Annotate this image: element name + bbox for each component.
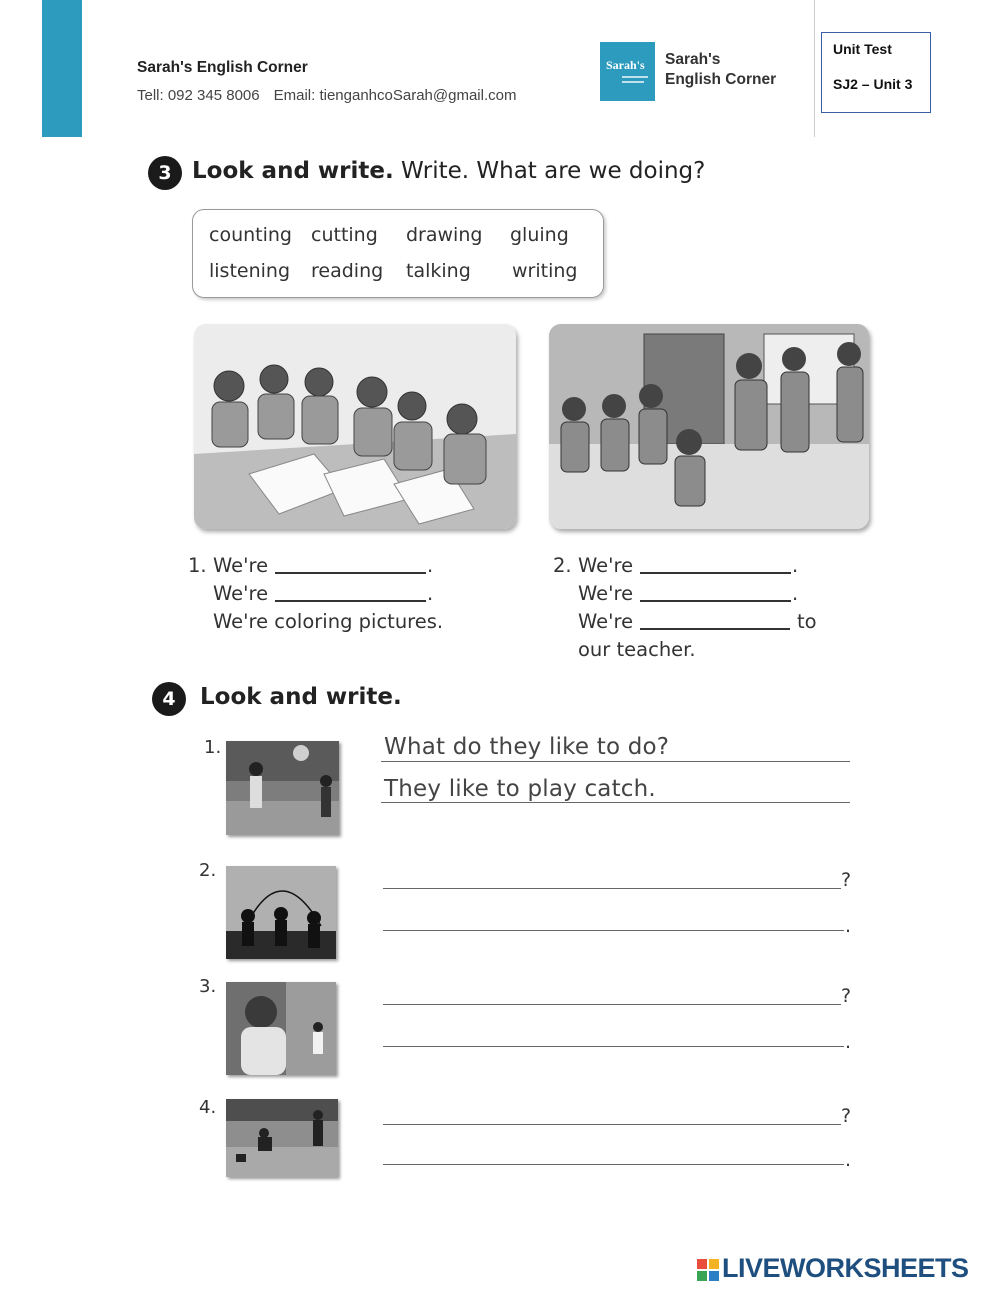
word-bank-item: cutting xyxy=(311,224,378,246)
period: . xyxy=(427,554,434,577)
word-bank xyxy=(192,209,604,298)
unit-box xyxy=(821,32,931,113)
item-number: 2. xyxy=(199,860,217,881)
logo-decor xyxy=(622,76,648,78)
logo-name-line2: English Corner xyxy=(665,71,777,88)
word-bank-item: listening xyxy=(209,260,291,282)
answer-line[interactable] xyxy=(383,1164,844,1165)
answer-blank[interactable] xyxy=(275,600,426,602)
word-bank-item: reading xyxy=(311,260,384,282)
logo-name-line1: Sarah's xyxy=(665,51,721,68)
logo-name xyxy=(665,50,776,90)
unit-code: SJ2 – Unit 3 xyxy=(833,76,913,92)
writing-line xyxy=(381,802,850,803)
answer-blank[interactable] xyxy=(640,628,790,630)
section-title: Look and write. Write. What are we doing? xyxy=(192,158,706,184)
logo-word: Sarah's xyxy=(606,58,645,72)
word-bank-item: drawing xyxy=(406,224,483,246)
sentence-prefix: We're xyxy=(213,582,269,605)
telephone: Tell: 092 345 8006 xyxy=(137,87,260,104)
question-mark: ? xyxy=(841,1105,852,1127)
period: . xyxy=(792,554,799,577)
header-accent-bar xyxy=(42,0,82,137)
example-question: What do they like to do? xyxy=(384,734,670,760)
writing-line xyxy=(381,761,850,762)
logo xyxy=(600,42,655,101)
org-name: Sarah's English Corner xyxy=(137,59,308,76)
sentence-prefix: We're xyxy=(213,554,269,577)
sentence-prefix: We're xyxy=(578,554,634,577)
answer-blank[interactable] xyxy=(275,572,426,574)
sentence-suffix: to xyxy=(797,610,817,633)
answer-line[interactable] xyxy=(383,1124,841,1125)
sentence: our teacher. xyxy=(578,638,696,661)
period: . xyxy=(792,582,799,605)
period: . xyxy=(427,582,434,605)
period: . xyxy=(845,915,852,937)
sentence: We're coloring pictures. xyxy=(213,610,444,633)
word-bank-item: gluing xyxy=(510,224,569,246)
word-bank-item: counting xyxy=(209,224,292,246)
answer-line[interactable] xyxy=(383,1046,844,1047)
section-number: 3 xyxy=(148,156,182,190)
answer-blank[interactable] xyxy=(640,600,791,602)
item-number: 4. xyxy=(199,1097,217,1118)
children-playing-photo xyxy=(226,1099,338,1177)
question-number: 1. xyxy=(188,554,207,577)
play-catch-photo xyxy=(226,741,339,835)
section-title: Look and write. xyxy=(200,684,402,710)
hide-and-seek-photo xyxy=(226,982,336,1075)
item-number: 3. xyxy=(199,976,217,997)
unit-test-label: Unit Test xyxy=(833,41,892,57)
liveworksheets-brand[interactable]: LIVEWORKSHEETS xyxy=(722,1253,969,1283)
question-mark: ? xyxy=(841,985,852,1007)
question-number: 2. xyxy=(553,554,572,577)
answer-line[interactable] xyxy=(383,888,841,889)
word-bank-item: writing xyxy=(512,260,578,282)
header-divider xyxy=(814,0,815,137)
answer-blank[interactable] xyxy=(640,572,791,574)
answer-line[interactable] xyxy=(383,1004,841,1005)
period: . xyxy=(845,1031,852,1053)
period: . xyxy=(845,1149,852,1171)
question-mark: ? xyxy=(841,869,852,891)
sentence-prefix: We're xyxy=(578,610,634,633)
word-bank-item: talking xyxy=(406,260,471,282)
sentence-prefix: We're xyxy=(578,582,634,605)
answer-line[interactable] xyxy=(383,930,844,931)
logo-decor xyxy=(622,81,644,83)
children-crafting-picture xyxy=(194,324,516,529)
item-number: 1. xyxy=(204,737,222,758)
example-answer: They like to play catch. xyxy=(384,776,656,802)
section-number: 4 xyxy=(152,682,186,716)
contact-line xyxy=(137,87,516,104)
liveworksheets-logo-icon xyxy=(697,1259,719,1281)
email: Email: tienganhcoSarah@gmail.com xyxy=(273,87,517,104)
teacher-reading-picture xyxy=(549,324,869,529)
jump-rope-photo xyxy=(226,866,336,959)
